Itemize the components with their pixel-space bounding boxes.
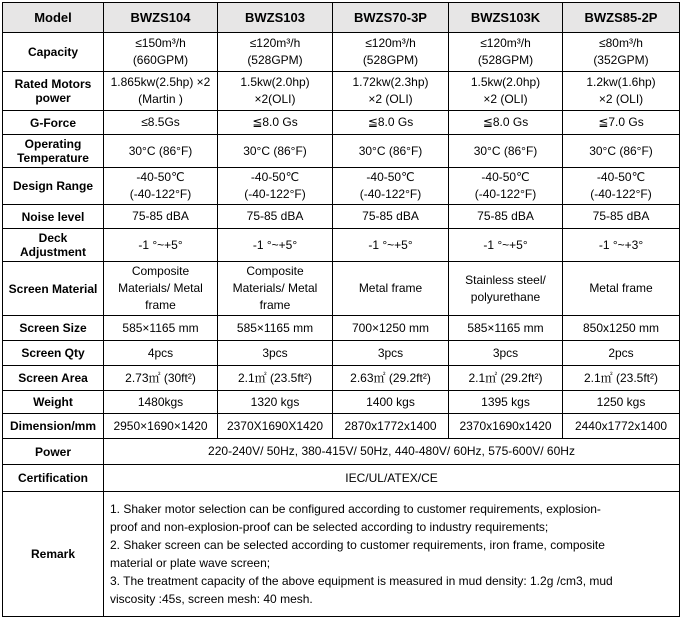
noise-level-cell bbox=[333, 205, 449, 229]
model-header-bwzs103: BWZS103 bbox=[218, 3, 333, 33]
cell-line: 2370x1690x1420 bbox=[459, 418, 552, 433]
screen-area-label: Screen Area bbox=[3, 366, 104, 391]
cell-line: (Martin ) bbox=[138, 92, 183, 106]
rated-motors-power-cell bbox=[104, 72, 218, 111]
cell-line: -1 °~+5° bbox=[138, 237, 183, 252]
g-force-cell bbox=[218, 111, 333, 135]
remark-value bbox=[104, 492, 680, 617]
screen-area-cell bbox=[218, 366, 333, 391]
screen-material-row bbox=[3, 262, 680, 316]
cell-line: 585×1165 mm bbox=[122, 320, 199, 335]
cell-line: 2.63㎡ (29.2ft²) bbox=[350, 370, 431, 385]
remark-line: 2. Shaker screen can be selected according to customer requirements, iron frame, composite bbox=[110, 538, 605, 552]
capacity-label: Capacity bbox=[3, 33, 104, 72]
design-range-cell bbox=[449, 168, 563, 205]
screen-area-cell bbox=[104, 366, 218, 391]
remark-line: 1. Shaker motor selection can be configured according to customer requirements, explosion- bbox=[110, 502, 601, 516]
power-row bbox=[3, 439, 680, 465]
cell-line: (352GPM) bbox=[593, 53, 649, 67]
model-header-bwzs103k: BWZS103K bbox=[449, 3, 563, 33]
cell-line: 2pcs bbox=[608, 345, 634, 360]
noise-level-row bbox=[3, 205, 680, 229]
rated-motors-power-cell bbox=[563, 72, 680, 111]
cell-line: 30°C (86°F) bbox=[243, 143, 307, 158]
cell-line: 1.865kw(2.5hp) ×2 bbox=[110, 75, 211, 89]
cell-line: 30°C (86°F) bbox=[358, 143, 423, 158]
screen-qty-row bbox=[3, 341, 680, 366]
cell-line: frame bbox=[145, 298, 176, 312]
spec-table bbox=[2, 2, 680, 617]
operating-temperature-cell bbox=[333, 135, 449, 168]
deck-adjustment-cell bbox=[104, 229, 218, 262]
certification-row bbox=[3, 465, 680, 492]
screen-qty-cell bbox=[563, 341, 680, 366]
design-range-cell bbox=[563, 168, 680, 205]
cell-line: 1.72kw(2.3hp) bbox=[352, 75, 429, 89]
cell-line: ≦7.0 Gs bbox=[598, 115, 644, 129]
cell-line: 2.1㎡ (23.5ft²) bbox=[237, 370, 313, 385]
cell-line: ≤120m³/h bbox=[249, 36, 301, 50]
cell-line: ≤8.5Gs bbox=[141, 115, 180, 129]
cell-line: 3pcs bbox=[377, 345, 404, 360]
g-force-cell bbox=[449, 111, 563, 135]
cell-line: -40-50℃ bbox=[250, 170, 300, 184]
model-header-label: Model bbox=[3, 3, 104, 33]
cell-line: 75-85 dBA bbox=[246, 209, 304, 223]
screen-qty-cell bbox=[333, 341, 449, 366]
cell-line: 1.5kw(2.0hp) bbox=[240, 75, 310, 89]
screen-material-cell bbox=[449, 262, 563, 316]
cell-line: 2.1㎡ (29.2ft²) bbox=[468, 370, 543, 385]
cell-line: -1 °~+5° bbox=[252, 237, 298, 252]
screen-material-label: Screen Material bbox=[3, 262, 104, 316]
cell-line: Stainless steel/ bbox=[465, 272, 546, 287]
cell-line: (528GPM) bbox=[477, 53, 534, 67]
design-range-cell bbox=[104, 168, 218, 205]
cell-line: ≦8.0 Gs bbox=[252, 115, 298, 129]
cell-line: ×2(OLI) bbox=[254, 92, 296, 106]
rated-motors-power-row bbox=[3, 72, 680, 111]
g-force-cell bbox=[104, 111, 218, 135]
dimension-cell bbox=[104, 414, 218, 439]
screen-material-cell bbox=[104, 262, 218, 316]
power-value: 220-240V/ 50Hz, 380-415V/ 50Hz, 440-480V/ 60Hz, 575-600V/ 60Hz bbox=[104, 439, 680, 465]
screen-qty-cell bbox=[218, 341, 333, 366]
cell-line: polyurethane bbox=[470, 289, 541, 304]
g-force-cell bbox=[333, 111, 449, 135]
cell-line: (-40-122°F) bbox=[474, 187, 537, 201]
cell-line: (-40-122°F) bbox=[244, 187, 306, 201]
cell-line: 75-85 dBA bbox=[362, 209, 419, 223]
screen-size-row bbox=[3, 316, 680, 341]
model-header-bwzs85-2p: BWZS85-2P bbox=[563, 3, 680, 33]
cell-line: 1250 kgs bbox=[596, 394, 646, 409]
g-force-row bbox=[3, 111, 680, 135]
dimension-cell bbox=[218, 414, 333, 439]
cell-line: ×2 (OLI) bbox=[598, 92, 644, 106]
deck-adjustment-label: Deck Adjustment bbox=[3, 229, 104, 262]
cell-line: Composite bbox=[246, 264, 304, 278]
capacity-cell bbox=[218, 33, 333, 72]
cell-line: 30°C (86°F) bbox=[128, 143, 193, 158]
screen-material-cell bbox=[218, 262, 333, 316]
cell-line: 585×1165 mm bbox=[467, 320, 544, 335]
screen-area-cell bbox=[563, 366, 680, 391]
dimension-cell bbox=[449, 414, 563, 439]
screen-qty-label: Screen Qty bbox=[3, 341, 104, 366]
rated-motors-power-cell bbox=[218, 72, 333, 111]
cell-line: 700×1250 mm bbox=[351, 320, 430, 335]
screen-size-label: Screen Size bbox=[3, 316, 104, 341]
noise-level-cell bbox=[449, 205, 563, 229]
rated-motors-power-label: Rated Motors power bbox=[3, 72, 104, 111]
cell-line: -40-50℃ bbox=[366, 170, 415, 184]
power-label: Power bbox=[3, 439, 104, 465]
deck-adjustment-cell bbox=[333, 229, 449, 262]
cell-line: -1 °~+5° bbox=[483, 237, 528, 252]
cell-line: 1400 kgs bbox=[366, 394, 415, 409]
screen-qty-cell bbox=[104, 341, 218, 366]
rated-motors-power-cell bbox=[449, 72, 563, 111]
cell-line: 2.73㎡ (30ft²) bbox=[125, 370, 196, 385]
cell-line: Composite bbox=[131, 264, 190, 278]
cell-line: -40-50℃ bbox=[596, 170, 646, 184]
capacity-cell bbox=[563, 33, 680, 72]
cell-line: -1 °~+3° bbox=[598, 237, 644, 252]
cell-line: 3pcs bbox=[262, 345, 288, 360]
cell-line: (-40-122°F) bbox=[590, 187, 652, 201]
deck-adjustment-row bbox=[3, 229, 680, 262]
operating-temperature-cell bbox=[218, 135, 333, 168]
weight-row bbox=[3, 391, 680, 414]
cell-line: 1.5kw(2.0hp) bbox=[470, 75, 541, 89]
cell-line: ≤80m³/h bbox=[599, 36, 643, 50]
dimension-row bbox=[3, 414, 680, 439]
screen-area-cell bbox=[449, 366, 563, 391]
rated-motors-power-cell bbox=[333, 72, 449, 111]
screen-material-cell bbox=[563, 262, 680, 316]
cell-line: ×2 (OLI) bbox=[483, 92, 528, 106]
model-header-bwzs70-3p: BWZS70-3P bbox=[333, 3, 449, 33]
cell-line: 2870x1772x1400 bbox=[344, 418, 437, 433]
cell-line: 75-85 dBA bbox=[477, 209, 534, 223]
screen-qty-cell bbox=[449, 341, 563, 366]
screen-area-cell bbox=[333, 366, 449, 391]
cell-line: 30°C (86°F) bbox=[473, 143, 538, 158]
cell-line: Materials/ Metal bbox=[118, 281, 203, 295]
dimension-label: Dimension/mm bbox=[3, 414, 104, 439]
capacity-cell bbox=[104, 33, 218, 72]
deck-adjustment-cell bbox=[449, 229, 563, 262]
cell-line: 30°C (86°F) bbox=[589, 143, 653, 158]
cell-line: 75-85 dBA bbox=[132, 209, 189, 223]
cell-line: 850x1250 mm bbox=[582, 320, 660, 335]
cell-line: ≦8.0 Gs bbox=[482, 115, 529, 129]
cell-line: 585×1165 mm bbox=[236, 320, 314, 335]
cell-line: -1 °~+5° bbox=[368, 237, 413, 252]
cell-line: 1480kgs bbox=[137, 394, 184, 409]
operating-temperature-row bbox=[3, 135, 680, 168]
certification-value: IEC/UL/ATEX/CE bbox=[104, 465, 680, 492]
cell-line: 4pcs bbox=[147, 345, 174, 360]
noise-level-label: Noise level bbox=[3, 205, 104, 229]
weight-cell bbox=[449, 391, 563, 414]
operating-temperature-cell bbox=[449, 135, 563, 168]
screen-size-cell bbox=[218, 316, 333, 341]
weight-cell bbox=[104, 391, 218, 414]
cell-line: (528GPM) bbox=[247, 53, 303, 67]
cell-line: 3pcs bbox=[492, 345, 519, 360]
weight-cell bbox=[218, 391, 333, 414]
cell-line: ≤120m³/h bbox=[365, 36, 416, 50]
capacity-cell bbox=[449, 33, 563, 72]
remark-line: proof and non-explosion-proof can be selected according to industry requirements; bbox=[110, 520, 549, 534]
cell-line: 1395 kgs bbox=[481, 394, 530, 409]
cell-line: 1.2kw(1.6hp) bbox=[586, 75, 656, 89]
model-header-bwzs104: BWZS104 bbox=[104, 3, 218, 33]
cell-line: ≤120m³/h bbox=[480, 36, 531, 50]
design-range-label: Design Range bbox=[3, 168, 104, 205]
remark-line: viscosity :45s, screen mesh: 40 mesh. bbox=[110, 592, 313, 606]
design-range-row bbox=[3, 168, 680, 205]
operating-temperature-cell bbox=[104, 135, 218, 168]
remark-row bbox=[3, 492, 680, 617]
dimension-cell bbox=[563, 414, 680, 439]
cell-line: Metal frame bbox=[589, 281, 653, 295]
header-row bbox=[3, 3, 680, 33]
cell-line: (528GPM) bbox=[362, 53, 419, 67]
noise-level-cell bbox=[104, 205, 218, 229]
cell-line: (660GPM) bbox=[132, 53, 189, 67]
cell-line: ×2 (OLI) bbox=[368, 92, 413, 106]
capacity-row bbox=[3, 33, 680, 72]
operating-temperature-cell bbox=[563, 135, 680, 168]
g-force-cell bbox=[563, 111, 680, 135]
cell-line: 75-85 dBA bbox=[592, 209, 650, 223]
remark-line: material or plate wave screen; bbox=[110, 556, 271, 570]
dimension-cell bbox=[333, 414, 449, 439]
deck-adjustment-cell bbox=[563, 229, 680, 262]
cell-line: -40-50℃ bbox=[481, 170, 530, 184]
operating-temperature-label: Operating Temperature bbox=[3, 135, 104, 168]
cell-line: 1320 kgs bbox=[250, 394, 300, 409]
screen-size-cell bbox=[449, 316, 563, 341]
deck-adjustment-cell bbox=[218, 229, 333, 262]
weight-label: Weight bbox=[3, 391, 104, 414]
cell-line: (-40-122°F) bbox=[359, 187, 422, 201]
capacity-cell bbox=[333, 33, 449, 72]
cell-line: ≤150m³/h bbox=[135, 36, 186, 50]
cell-line: 2440x1772x1400 bbox=[574, 418, 668, 433]
noise-level-cell bbox=[218, 205, 333, 229]
cell-line: 2.1㎡ (23.5ft²) bbox=[583, 370, 659, 385]
weight-cell bbox=[333, 391, 449, 414]
cell-line: (-40-122°F) bbox=[129, 187, 192, 201]
design-range-cell bbox=[218, 168, 333, 205]
screen-size-cell bbox=[104, 316, 218, 341]
remark-line: 3. The treatment capacity of the above equipment is measured in mud density: 1.2g /cm3, mud bbox=[110, 574, 613, 588]
weight-cell bbox=[563, 391, 680, 414]
noise-level-cell bbox=[563, 205, 680, 229]
cell-line: -40-50℃ bbox=[136, 170, 185, 184]
screen-area-row bbox=[3, 366, 680, 391]
g-force-label: G-Force bbox=[3, 111, 104, 135]
cell-line: Materials/ Metal bbox=[232, 281, 318, 295]
cell-line: ≦8.0 Gs bbox=[367, 115, 414, 129]
cell-line: Metal frame bbox=[358, 281, 423, 295]
certification-label: Certification bbox=[3, 465, 104, 492]
screen-size-cell bbox=[563, 316, 680, 341]
screen-size-cell bbox=[333, 316, 449, 341]
cell-line: 2950×1690×1420 bbox=[113, 418, 208, 433]
remark-label: Remark bbox=[3, 492, 104, 617]
screen-material-cell bbox=[333, 262, 449, 316]
design-range-cell bbox=[333, 168, 449, 205]
cell-line: frame bbox=[259, 298, 291, 312]
cell-line: 2370X1690X1420 bbox=[226, 418, 324, 433]
